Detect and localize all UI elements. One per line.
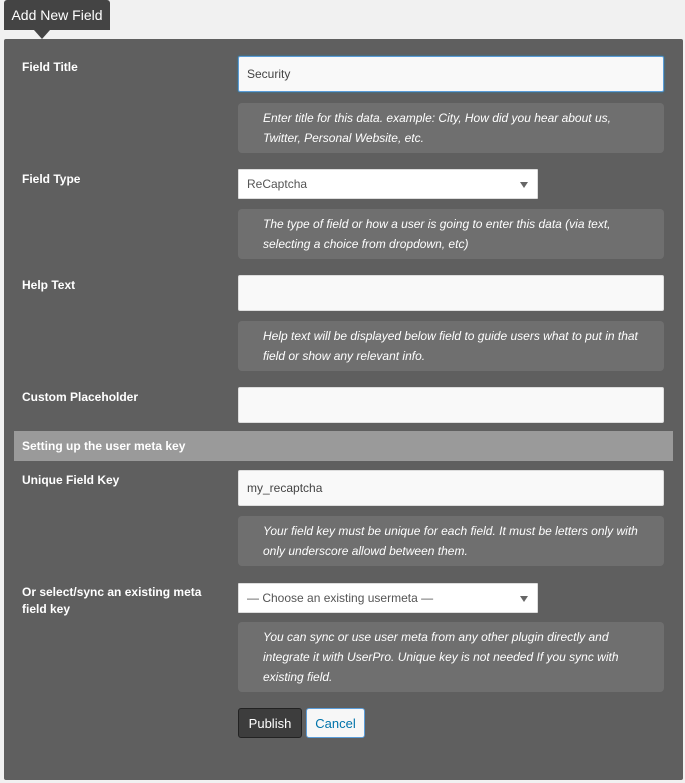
field-title-label: Field Title bbox=[22, 60, 78, 74]
meta-key-section-header: Setting up the user meta key bbox=[14, 431, 673, 461]
unique-field-key-help: Your field key must be unique for each field. It must be letters only with only underscore allowd between them. bbox=[238, 516, 664, 566]
sync-meta-label: Or select/sync an existing meta field key bbox=[22, 585, 202, 616]
publish-button[interactable]: Publish bbox=[238, 708, 302, 738]
add-new-field-tab[interactable]: Add New Field bbox=[4, 0, 110, 30]
custom-placeholder-label: Custom Placeholder bbox=[22, 390, 139, 404]
field-editor-panel bbox=[4, 39, 683, 780]
help-text-help: Help text will be displayed below field to guide users what to put in that field or show any relevant info. bbox=[238, 321, 664, 371]
field-title-input[interactable]: Security bbox=[238, 56, 664, 92]
custom-placeholder-input[interactable] bbox=[238, 387, 664, 423]
unique-field-key-input[interactable]: my_recaptcha bbox=[238, 470, 664, 506]
field-type-selected: ReCaptcha bbox=[247, 177, 308, 191]
cancel-button[interactable]: Cancel bbox=[306, 708, 365, 738]
chevron-down-icon bbox=[520, 182, 528, 188]
unique-field-key-label: Unique Field Key bbox=[22, 473, 120, 487]
help-text-input[interactable] bbox=[238, 275, 664, 311]
sync-meta-help: You can sync or use user meta from any other plugin directly and integrate it with UserPro. Unique key is not needed If you sync with existing field. bbox=[238, 622, 664, 692]
field-title-help: Enter title for this data. example: City, How did you hear about us, Twitter, Personal Website, etc. bbox=[238, 103, 664, 153]
sync-meta-select[interactable] bbox=[238, 583, 538, 613]
sync-meta-selected: — Choose an existing usermeta — bbox=[247, 591, 434, 605]
chevron-down-icon bbox=[520, 596, 528, 602]
field-type-help: The type of field or how a user is going to enter this data (via text, selecting a choice from dropdown, etc) bbox=[238, 209, 664, 259]
help-text-label: Help Text bbox=[22, 278, 76, 292]
field-type-select[interactable] bbox=[238, 169, 538, 199]
field-type-label: Field Type bbox=[22, 172, 81, 186]
